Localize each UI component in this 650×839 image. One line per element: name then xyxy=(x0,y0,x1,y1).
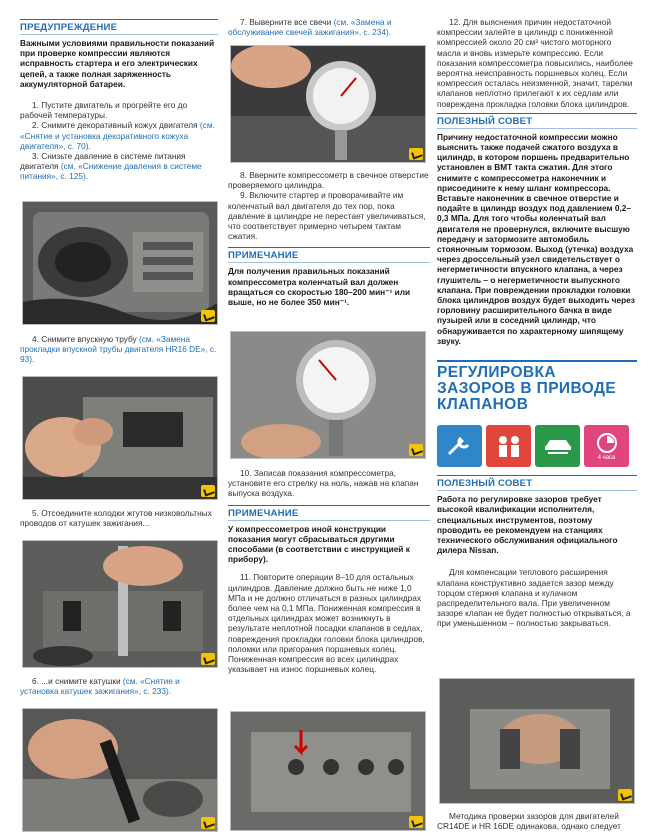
step-7-text: 7. Выверните все свечи xyxy=(240,17,334,27)
tool-badge-icon xyxy=(409,444,423,456)
tip-2-title: ПОЛЕЗНЫЙ СОВЕТ xyxy=(437,475,637,491)
step-3-ref[interactable]: (см. «Снижение давления в системе питания», с. 125). xyxy=(20,161,202,182)
caption-block xyxy=(437,811,637,831)
step-2-ref[interactable]: (см. «Снятие и установка декоративного кожуха двигателя», с. 70). xyxy=(20,120,215,151)
section-title-line-1: РЕГУЛИРОВКА xyxy=(437,364,556,382)
paragraph-1: Для компенсации теплового расширения клапана конструктивно задается зазор между торцом стержня клапана и кулачком распределительного вала. При увеличенном зазоре клапан не будет полностью открываться, а при уменьшенном – полностью закрываться. xyxy=(437,567,631,629)
step-12: 12. Для выяснения причин недостаточной компрессии залейте в цилиндр с пониженной компрессией около 20 см³ чистого моторного масла и вновь измерьте компрессию. Если показания компрессометра повысились, наиболее вероятна неисправность поршневых колец. Если компрессия осталась неизменной, значит, тарелки клапанов неплотно прилегают к их седлам или повреждена прокладка головки блока цилиндров. xyxy=(437,17,633,109)
step-2 xyxy=(20,120,218,151)
step-6-text: 6. ...и снимите катушки xyxy=(32,676,123,686)
step-3-text: 3. Снизьте давление в системе питания двигателя xyxy=(20,151,186,172)
step-8: 8. Вверните компрессометр в свечное отверстие проверяемого цилиндра. xyxy=(228,170,429,191)
step-7-ref[interactable]: (см. «Замена и обслуживание свечей зажигания», с. 234). xyxy=(228,17,392,38)
section-title-line-2: ЗАЗОРОВ В ПРИВОДЕ xyxy=(437,380,617,398)
column-1 xyxy=(20,0,218,182)
step-3 xyxy=(20,151,218,182)
photo-compression-gauge xyxy=(230,45,426,163)
people-icon xyxy=(486,425,531,467)
step-10: 10. Записав показания компрессометра, установите его стрелку на ноль, нажав на клапан выпуска воздуха. xyxy=(228,468,419,499)
step-6-ref[interactable]: (см. «Снятие и установка катушек зажигания», с. 233). xyxy=(20,676,180,697)
note-1-title: ПРИМЕЧАНИЕ xyxy=(228,247,430,263)
step-4-text: 4. Снимите впускную трубу xyxy=(32,334,139,344)
tip-1-text: Причину недостаточной компрессии можно выяснить также подачей сжатого воздуха в цилиндр, в котором поршень предварительно установлен в ВМТ такта сжатия. Для этого снимите с компрессометра наконечник и присоедините к нему шланг компрессора. Вставьте наконечник в свечное отверстие и подайте в цилиндр воздух под давлением 0,2–0,3 МПа. Для того чтобы коленчатый вал двигателя не провернулся, включите высшую передачу и затормозите автомобиль стояночным тормозом. Выход (утечка) воздуха через дроссельный узел свидетельствует о негерметичности впускного клапана, а через глушитель – о негерметичности выпускного клапана. При повреждении прокладки головки блока цилиндров воздух будет выходить через горловину расширительного бачка в виде пузырей или в соседний цилиндр, что обнаруживается по характерному шипящему звуку. xyxy=(437,131,635,346)
section-title xyxy=(437,360,637,413)
tip-2-text: Работа по регулировке зазоров требует высокой квалификации исполнителя, специальных инструментов, поэтому проводить ее рекомендуем на станциях технического обслуживания официального дилера Nissan. xyxy=(437,494,618,556)
tool-badge-icon xyxy=(201,310,215,322)
tool-badge-icon xyxy=(409,148,423,160)
column-2 xyxy=(228,0,430,37)
column-3 xyxy=(437,0,637,629)
steps-8-9 xyxy=(228,170,430,307)
photo-cylinder-head xyxy=(230,711,426,831)
caption: Методика проверки зазоров для двигателей CR14DE и HR 16DE одинакова, однако следует xyxy=(437,811,621,832)
warning-text: Важными условиями правильности показаний при проверке компрессии являются исправность стартера и его электрических цепей, а также полная заряженность аккумуляторной батареи. xyxy=(20,38,215,89)
photo-intake-pipe xyxy=(22,376,218,500)
photo-ignition-coils xyxy=(22,540,218,668)
photo-gauge-reading xyxy=(230,331,426,459)
step-9: 9. Включите стартер и проворачивайте им коленчатый вал двигателя до тех пор, пока давление в цилиндре не перестает увеличиваться, что соответствует примерно четырем тактам сжатия. xyxy=(228,190,426,242)
note-2-text: У компрессометров иной конструкции показания могут сбрасываться другими способами (в соответствии с инструкцией к прибору). xyxy=(228,523,410,565)
photo-engine-cover xyxy=(22,201,218,325)
clock-icon xyxy=(584,425,629,467)
note-2-title: ПРИМЕЧАНИЕ xyxy=(228,505,430,521)
note-1-text: Для получения правильных показаний компрессометра коленчатый вал должен вращаться со скоростью 180–200 мин⁻¹ или выше, но не более 350 мин⁻¹. xyxy=(228,266,411,308)
photo-coil-removal xyxy=(22,708,218,832)
step-11: 11. Повторите операции 8–10 для остальных цилиндров. Давление должно быть не ниже 1,0 МПа и не должно отличаться в разных цилиндрах более чем на 0,1 МПа. Пониженная компрессия в отдельных цилиндрах может возникнуть в результате неплотной посадки клапанов в седлах, повреждения прокладки головки блока цилиндров, поломки или пригорания поршневых колец. Пониженная компрессия во всех цилиндрах указывает на износ поршневых колец. xyxy=(228,572,425,675)
tool-badge-icon xyxy=(201,485,215,497)
tool-badge-icon xyxy=(201,653,215,665)
difficulty-icons xyxy=(437,425,637,467)
step-10-block xyxy=(228,468,430,674)
step-2-text: 2. Снимите декоративный кожух двигателя xyxy=(32,120,200,131)
car-lift-icon xyxy=(535,425,580,467)
wrench-icon xyxy=(437,425,482,467)
step-4-block xyxy=(20,334,218,365)
step-6-block xyxy=(20,676,218,696)
step-5: 5. Отсоедините колодки жгутов низковольтных проводов от катушек зажигания... xyxy=(20,508,212,529)
tool-badge-icon xyxy=(618,789,632,801)
tool-badge-icon xyxy=(409,816,423,828)
step-1: 1. Пустите двигатель и прогрейте его до рабочей температуры. xyxy=(20,100,188,121)
tip-1-title: ПОЛЕЗНЫЙ СОВЕТ xyxy=(437,113,637,129)
warning-title: ПРЕДУПРЕЖДЕНИЕ xyxy=(20,19,218,35)
section-title-line-3: КЛАПАНОВ xyxy=(437,396,529,414)
time-label: 4 часа xyxy=(597,455,616,462)
tool-badge-icon xyxy=(201,817,215,829)
step-5-block xyxy=(20,508,218,528)
photo-valve-gap xyxy=(439,678,635,804)
step-4-ref[interactable]: (см. «Замена прокладки впускной трубы двигателя HR16 DE», с. 93). xyxy=(20,334,217,365)
